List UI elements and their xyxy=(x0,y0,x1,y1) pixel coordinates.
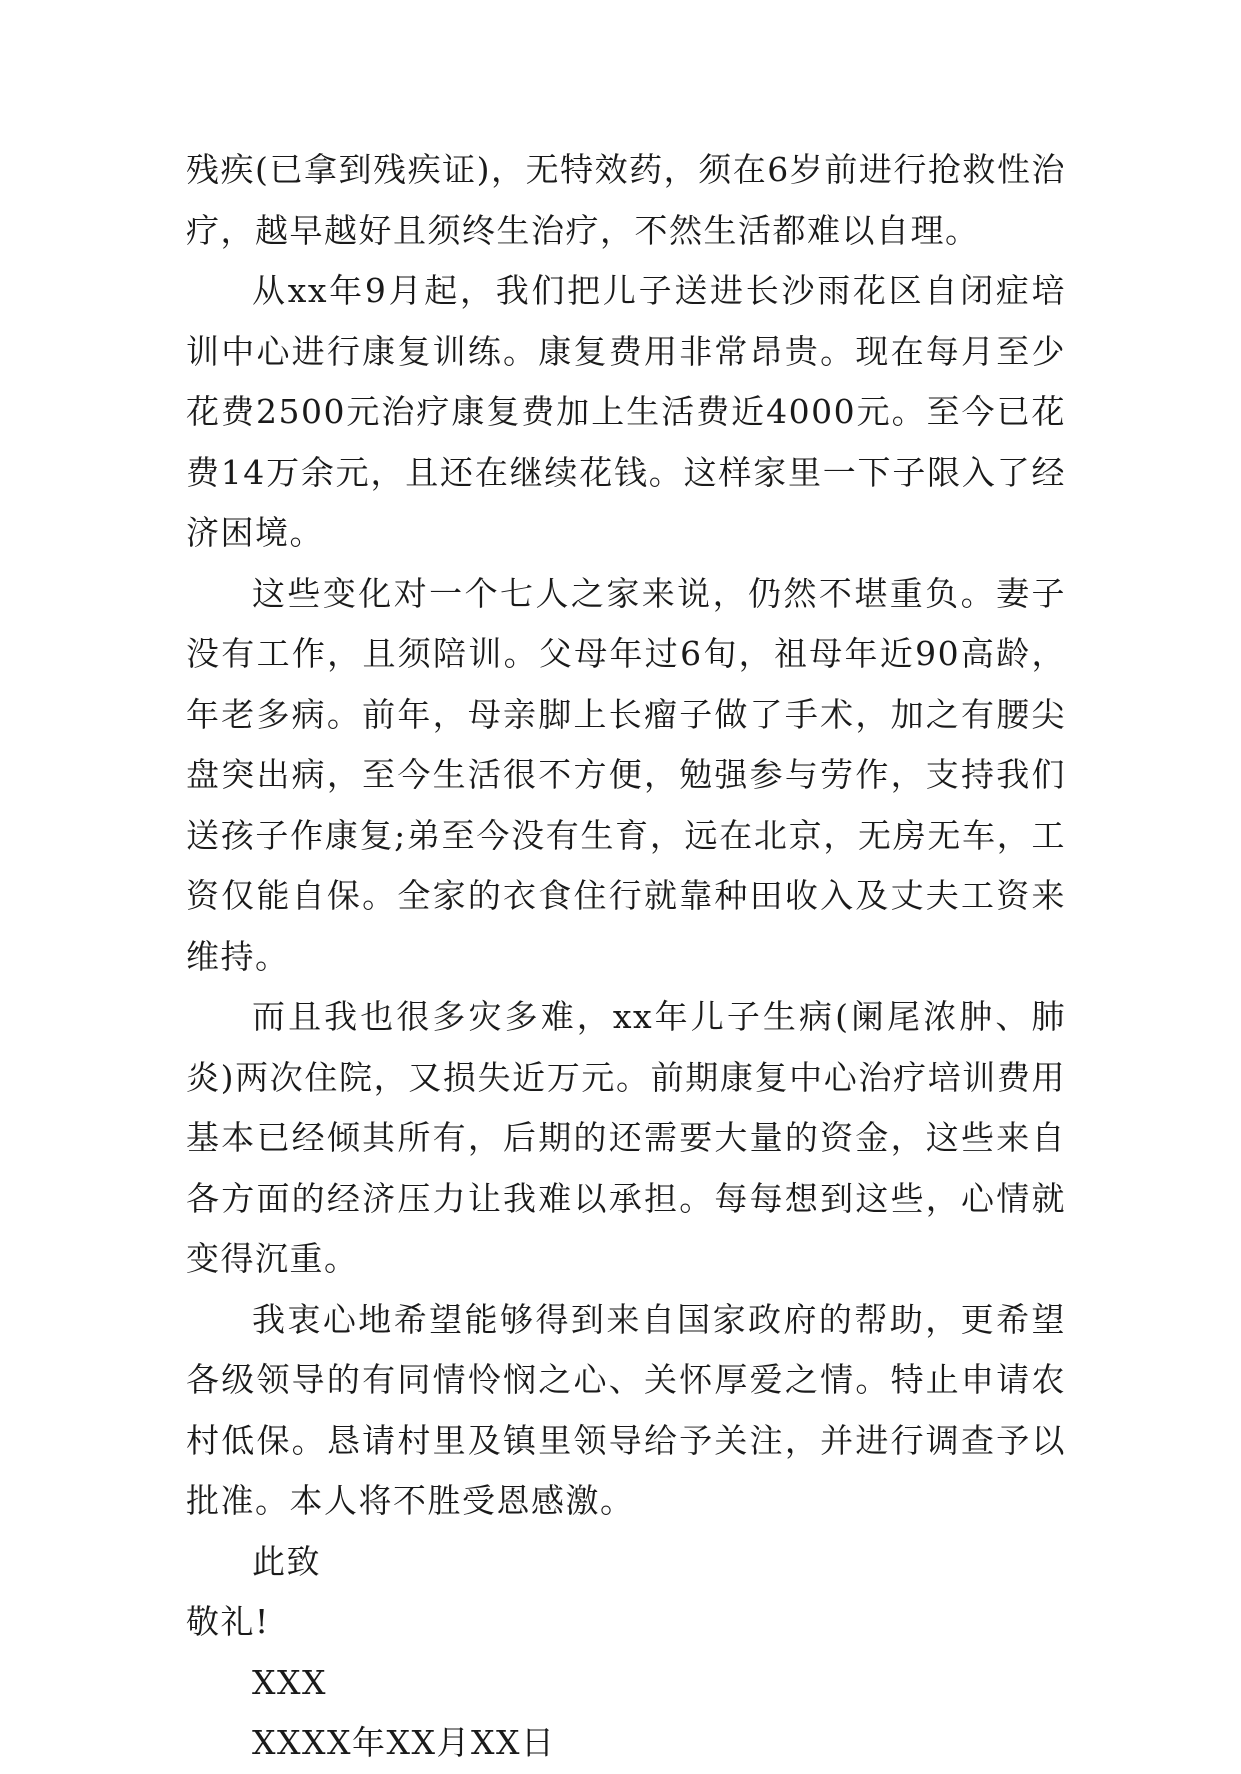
closing-phrase: 此致 xyxy=(252,1541,321,1581)
signature: XXX xyxy=(252,1662,327,1702)
letter-body xyxy=(186,140,1066,1774)
paragraph-family-burden: 这些变化对一个七人之家来说，仍然不堪重负。妻子没有工作，且须陪训。父母年过6旬，祖母年近90高龄，年老多病。前年，母亲脚上长瘤子做了手术，加之有腰尖盘突出病，至今生活很不方便，勉强参与劳作，支持我们送孩子作康复;弟至今没有生育，远在北京，无房无车，工资仅能自保。全家的衣食住行就靠种田收入及丈夫工资来维持。 xyxy=(186,573,1066,976)
date-line: XXXX年XX月XX日 xyxy=(252,1723,556,1762)
paragraph-hardship: 而且我也很多灾多难，xx年儿子生病(阑尾浓肿、肺炎)两次住院，又损失近万元。前期康复中心治疗培训费用基本已经倾其所有，后期的还需要大量的资金，这些来自各方面的经济压力让我难以承担。每每想到这些，心情就变得沉重。 xyxy=(186,997,1066,1278)
paragraph-rehab-training: 从xx年9月起，我们把儿子送进长沙雨花区自闭症培训中心进行康复训练。康复费用非常昂贵。现在每月至少花费2500元治疗康复费加上生活费近4000元。至今已花费14万余元，且还在继续花钱。这样家里一下子限入了经济困境。 xyxy=(186,271,1066,552)
paragraph-request: 我衷心地希望能够得到来自国家政府的帮助，更希望各级领导的有同情怜悯之心、关怀厚爱之情。特止申请农村低保。恳请村里及镇里领导给予关注，并进行调查予以批准。本人将不胜受恩感激。 xyxy=(186,1299,1066,1520)
salutation: 敬礼! xyxy=(186,1602,270,1641)
paragraph-continuation: 残疾(已拿到残疾证)，无特效药，须在6岁前进行抢救性治疗，越早越好且须终生治疗，不然生活都难以自理。 xyxy=(186,150,1066,250)
